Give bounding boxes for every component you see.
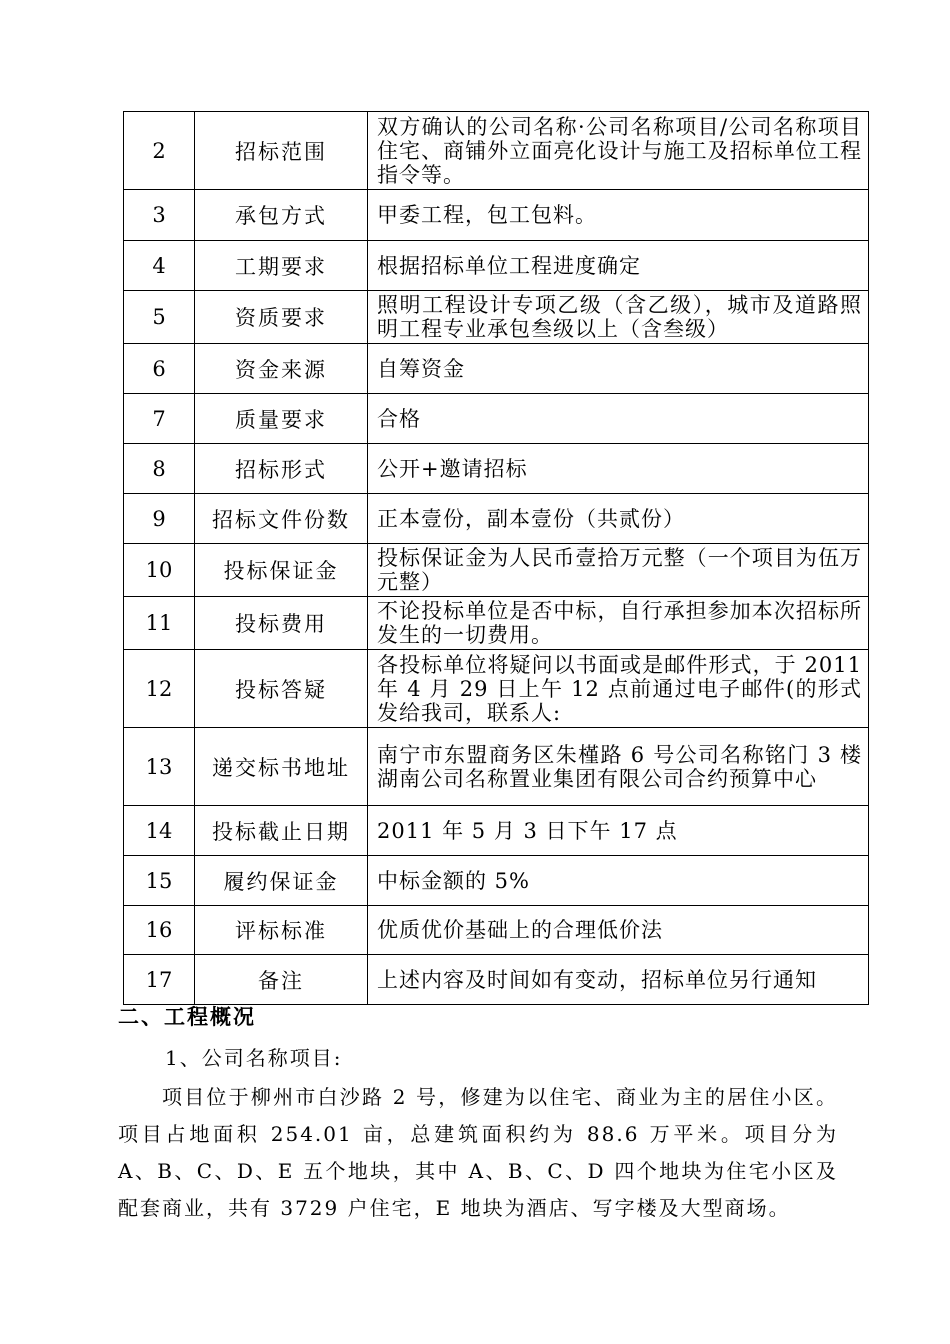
row-content: 上述内容及时间如有变动，招标单位另行通知: [368, 955, 869, 1005]
row-item: 资质要求: [195, 291, 368, 344]
row-content: 中标金额的 5%: [368, 856, 869, 906]
table-row: [124, 291, 869, 344]
row-number: 14: [124, 806, 195, 856]
table-row: [124, 394, 869, 444]
row-content: 双方确认的公司名称·公司名称项目/公司名称项目住宅、商铺外立面亮化设计与施工及招标单位工程指令等。: [368, 112, 869, 190]
row-content: 正本壹份，副本壹份（共贰份）: [368, 494, 869, 544]
row-content: 根据招标单位工程进度确定: [368, 241, 869, 291]
row-item: 资金来源: [195, 344, 368, 394]
row-content: 优质优价基础上的合理低价法: [368, 906, 869, 955]
table-row: [124, 444, 869, 494]
row-number: 4: [124, 241, 195, 291]
row-number: 13: [124, 728, 195, 806]
row-item: 招标文件份数: [195, 494, 368, 544]
row-item: 投标保证金: [195, 544, 368, 597]
row-number: 16: [124, 906, 195, 955]
row-content: 投标保证金为人民币壹拾万元整（一个项目为伍万元整）: [368, 544, 869, 597]
row-number: 7: [124, 394, 195, 444]
row-item: 承包方式: [195, 190, 368, 241]
row-number: 10: [124, 544, 195, 597]
row-content: 公开+邀请招标: [368, 444, 869, 494]
table-row: [124, 650, 869, 728]
table-row: [124, 728, 869, 806]
row-content: 南宁市东盟商务区朱槿路 6 号公司名称铭门 3 楼湖南公司名称置业集团有限公司合约预算中心: [368, 728, 869, 806]
table-row: [124, 112, 869, 190]
table-row: [124, 955, 869, 1005]
row-item: 备注: [195, 955, 368, 1005]
row-number: 9: [124, 494, 195, 544]
table-row: [124, 544, 869, 597]
row-content: 甲委工程，包工包料。: [368, 190, 869, 241]
bid-info-table: [123, 111, 869, 1005]
row-number: 6: [124, 344, 195, 394]
row-number: 2: [124, 112, 195, 190]
row-content: 不论投标单位是否中标，自行承担参加本次招标所发生的一切费用。: [368, 597, 869, 650]
section-heading: 二、工程概况: [118, 1004, 256, 1029]
row-number: 3: [124, 190, 195, 241]
row-number: 5: [124, 291, 195, 344]
table-row: [124, 241, 869, 291]
row-content: 照明工程设计专项乙级（含乙级），城市及道路照明工程专业承包叁级以上（含叁级）: [368, 291, 869, 344]
row-item: 工期要求: [195, 241, 368, 291]
table-row: [124, 494, 869, 544]
row-number: 8: [124, 444, 195, 494]
row-item: 招标形式: [195, 444, 368, 494]
row-content: 各投标单位将疑问以书面或是邮件形式，于 2011 年 4 月 29 日上午 12 点前通过电子邮件(的形式发给我司，联系人:: [368, 650, 869, 728]
row-item: 投标截止日期: [195, 806, 368, 856]
row-item: 质量要求: [195, 394, 368, 444]
row-number: 12: [124, 650, 195, 728]
subsection-heading: 1、公司名称项目:: [165, 1046, 343, 1070]
project-description: 项目位于柳州市白沙路 2 号，修建为以住宅、商业为主的居住小区。项目占地面积 254.01 亩，总建筑面积约为 88.6 万平米。项目分为 A、B、C、D、E 五个地块，其中 A、B、C、D 四个地块为住宅小区及配套商业，共有 3729 户住宅，E 地块为酒店、写字楼及大型商场。: [118, 1085, 838, 1220]
table-row: [124, 856, 869, 906]
row-item: 投标答疑: [195, 650, 368, 728]
row-number: 17: [124, 955, 195, 1005]
row-number: 15: [124, 856, 195, 906]
table-row: [124, 190, 869, 241]
row-item: 招标范围: [195, 112, 368, 190]
table-row: [124, 906, 869, 955]
row-item: 评标标准: [195, 906, 368, 955]
row-item: 履约保证金: [195, 856, 368, 906]
row-item: 投标费用: [195, 597, 368, 650]
table-row: [124, 344, 869, 394]
table-row: [124, 806, 869, 856]
row-content: 2011 年 5 月 3 日下午 17 点: [368, 806, 869, 856]
row-number: 11: [124, 597, 195, 650]
row-content: 合格: [368, 394, 869, 444]
row-content: 自筹资金: [368, 344, 869, 394]
row-item: 递交标书地址: [195, 728, 368, 806]
table-row: [124, 597, 869, 650]
